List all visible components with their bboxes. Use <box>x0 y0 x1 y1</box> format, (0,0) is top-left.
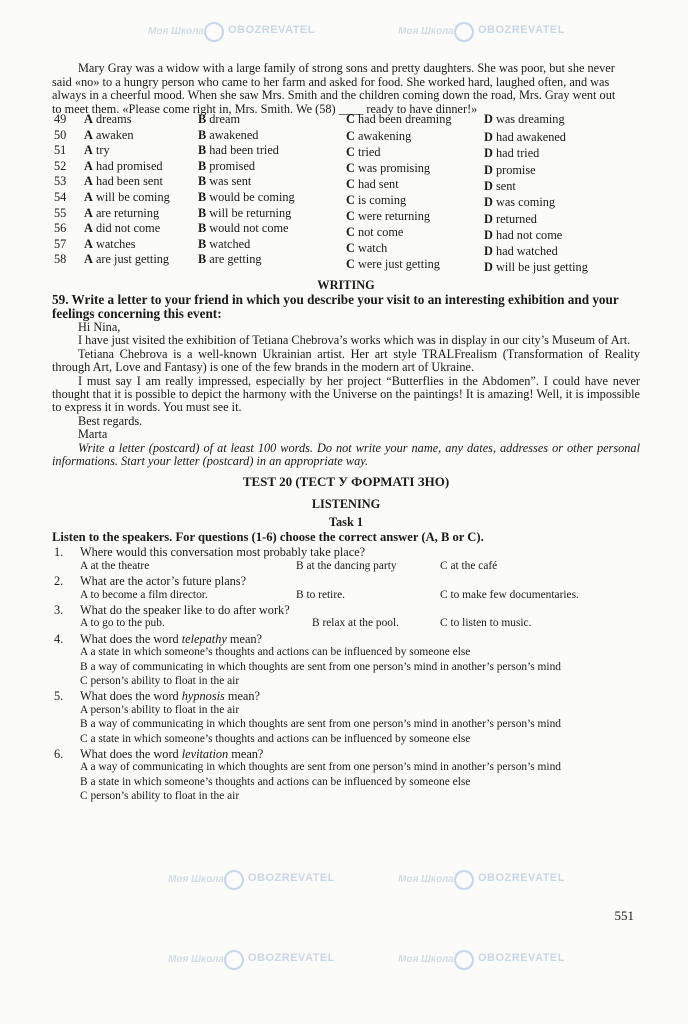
page-number: 551 <box>614 908 634 923</box>
watermark-text: Моя Школа <box>168 954 224 965</box>
answer-option: A person’s ability to float in the air <box>80 703 240 716</box>
watermark-logo-icon <box>454 950 474 970</box>
watermark-text: OBOZREVATEL <box>248 872 335 884</box>
question <box>52 574 640 603</box>
writing-task-line: feelings concerning this event: <box>52 306 222 321</box>
option-d: D was coming <box>484 194 556 209</box>
watermark-text: OBOZREVATEL <box>248 952 335 964</box>
question-number: 6. <box>54 746 64 761</box>
option-a: A dreams <box>84 112 132 126</box>
watermark-text: OBOZREVATEL <box>228 24 315 36</box>
writing-section <box>52 293 640 468</box>
option-d: D had awakened <box>484 129 566 144</box>
letter-greeting: Hi Nina, <box>78 320 121 334</box>
question-text: What does the word hypnosis mean? <box>80 689 260 704</box>
answer-options-table <box>52 112 652 275</box>
paragraph-line: Mary Gray was a widow with a large family of strong sons and pretty daughters. She was poor, but she never <box>78 61 615 75</box>
option-b: B are getting <box>198 252 262 267</box>
question-number: 3. <box>54 603 64 618</box>
answer-option: C to make few documentaries. <box>440 588 579 601</box>
option-c: C was promising <box>346 161 431 176</box>
watermark-text: Моя Школа <box>148 26 204 37</box>
option-row <box>52 221 652 243</box>
question-number: 5. <box>54 689 64 704</box>
question-number: 1. <box>54 545 64 560</box>
option-b: B would not come <box>198 221 289 236</box>
option-c: C watch <box>346 240 388 255</box>
option-a: A try <box>84 143 110 158</box>
letter-closing: Best regards. <box>78 413 143 428</box>
watermark-logo-icon <box>224 870 244 890</box>
option-c: C were just getting <box>346 257 440 272</box>
watermark-text: OBOZREVATEL <box>478 872 565 884</box>
question-number: 53 <box>54 174 67 189</box>
option-row <box>52 112 652 128</box>
watermark-text: Моя Школа <box>398 26 454 37</box>
option-b: B was sent <box>198 174 252 189</box>
section-heading: LISTENING <box>311 497 381 512</box>
answer-option: B a way of communicating in which thoughts are sent from one person’s mind in another’s person’s mind <box>80 718 561 731</box>
question-number: 52 <box>54 158 67 173</box>
question <box>52 689 640 747</box>
answer-option: A to become a film director. <box>80 588 208 601</box>
letter-paragraph: Tetiana Chebrova is a well-known Ukrainian artist. Her art style TRALFrealism (Transformation of Reality through Art, Love and Fantasy) is one of the few brands in the modern art of Ukraine. <box>52 346 640 375</box>
option-c: C had sent <box>346 177 399 192</box>
option-c: C is coming <box>346 192 407 207</box>
answer-option: A at the theatre <box>80 559 150 572</box>
question-number: 54 <box>54 189 67 204</box>
option-b: B will be returning <box>198 205 292 220</box>
option-c: C tried <box>346 144 381 159</box>
question-text: What are the actor’s future plans? <box>80 574 247 589</box>
option-b: B would be coming <box>198 189 295 204</box>
question-text: What do the speaker like to do after work? <box>80 603 290 618</box>
listening-instruction: Listen to the speakers. For questions (1-6) choose the correct answer (A, B or C). <box>52 530 484 545</box>
option-b: B watched <box>198 236 251 251</box>
option-a: A are just getting <box>84 252 170 267</box>
question-number: 4. <box>54 631 64 646</box>
option-d: D sent <box>484 179 516 194</box>
option-a: A watches <box>84 236 136 251</box>
option-row <box>52 143 652 159</box>
question-number: 49 <box>54 112 67 126</box>
paragraph-line: always in a cheerful mood. When she saw Mrs. Smith and the children coming down the road, Mrs. Gray went out <box>52 88 616 103</box>
option-b: B dream <box>198 112 241 126</box>
writing-heading: WRITING <box>317 278 375 292</box>
option-c: C were returning <box>346 209 431 224</box>
watermark-text: Моя Школа <box>398 874 454 885</box>
option-c: C had been dreaming <box>346 112 452 126</box>
watermark-text: OBOZREVATEL <box>478 24 565 36</box>
answer-option: C at the café <box>440 559 498 572</box>
question-text: What does the word levitation mean? <box>80 746 264 761</box>
option-a: A are returning <box>84 205 160 220</box>
letter-signature: Marta <box>78 427 108 442</box>
question-number: 55 <box>54 205 67 220</box>
question <box>52 747 640 805</box>
option-a: A had been sent <box>84 174 163 189</box>
option-a: A had promised <box>84 158 163 173</box>
writing-task-line: 59. Write a letter to your friend in which you describe your visit to an interesting exhibition and your <box>52 292 619 307</box>
option-b: B awakened <box>198 127 259 142</box>
option-d: D had tried <box>484 146 540 161</box>
answer-option: A a state in which someone’s thoughts and actions can be influenced by someone else <box>80 646 471 659</box>
answer-option: B relax at the pool. <box>312 617 399 630</box>
question-text: What does the word telepathy mean? <box>80 631 263 646</box>
answer-option: A a way of communicating in which thoughts are sent from one person’s mind in another’s person’s mind <box>80 761 561 774</box>
answer-option: C a state in which someone’s thoughts and actions can be influenced by someone else <box>80 732 471 745</box>
watermark-logo-icon <box>454 870 474 890</box>
watermark-text: Моя Школа <box>398 954 454 965</box>
answer-option: A to go to the pub. <box>80 617 165 630</box>
watermark-text: OBOZREVATEL <box>478 952 565 964</box>
question-number: 2. <box>54 574 64 589</box>
paragraph-line: to meet them. «Please come right in, Mrs. Smith. We (58) ____ ready to have dinner!» <box>52 101 478 116</box>
question-number: 56 <box>54 221 67 236</box>
option-a: A did not come <box>84 221 161 236</box>
writing-and-test-flow <box>52 277 640 805</box>
option-b: B promised <box>198 158 256 173</box>
option-row <box>52 128 652 144</box>
letter-paragraph: I have just visited the exhibition of Tetiana Chebrova’s works which was in display in our city’s Museum of Art. <box>78 333 631 348</box>
answer-option: B at the dancing party <box>296 559 397 572</box>
option-row <box>52 159 652 175</box>
option-a: A awaken <box>84 127 134 142</box>
paragraph-line: said «no» to a hungry person who came to her farm and asked for food. She worked hard, laughed often, and was <box>52 74 610 89</box>
question <box>52 545 640 574</box>
writing-instruction: Write a letter (postcard) of at least 100 words. Do not write your name, any dates, addresses or other personal informations. Start your letter (postcard) in an appropriate way. <box>52 440 640 469</box>
option-row <box>52 174 652 194</box>
option-row <box>52 252 652 275</box>
reading-paragraph <box>52 62 640 116</box>
option-c: C awakening <box>346 128 412 143</box>
answer-option: C person’s ability to float in the air <box>80 674 240 687</box>
option-d: D will be just getting <box>484 260 588 275</box>
option-d: D had watched <box>484 243 558 258</box>
option-d: D returned <box>484 211 537 226</box>
question-text: Where would this conversation most probably take place? <box>80 545 366 560</box>
option-d: D was dreaming <box>484 112 565 126</box>
option-b: B had been tried <box>198 143 279 158</box>
option-d: D promise <box>484 162 536 177</box>
question-number: 50 <box>54 127 67 142</box>
option-row <box>52 236 652 258</box>
option-d: D had not come <box>484 228 563 243</box>
answer-option: B to retire. <box>296 588 346 601</box>
question-number: 57 <box>54 236 67 251</box>
watermark-logo-icon <box>454 22 474 42</box>
answer-option: B a state in which someone’s thoughts and actions can be influenced by someone else <box>80 775 471 788</box>
answer-option: B a way of communicating in which thoughts are sent from one person’s mind in another’s person’s mind <box>80 660 561 673</box>
question <box>52 632 640 690</box>
answer-option: C to listen to music. <box>440 617 532 630</box>
option-row <box>52 205 652 226</box>
option-c: C not come <box>346 225 404 240</box>
question-number: 51 <box>54 143 67 158</box>
option-a: A will be coming <box>84 189 170 204</box>
watermark-logo-icon <box>224 950 244 970</box>
watermark-text: Моя Школа <box>168 874 224 885</box>
questions-list <box>52 545 640 804</box>
letter-paragraph: I must say I am really impressed, especially by her project “Butterflies in the Abdomen”. I could have never thought that it is possible to depict the harmony with the Universe on the paintings! It is amazing! Well, it is impossible to express it in words. You must see it. <box>52 373 640 415</box>
question <box>52 603 640 632</box>
test-title: TEST 20 (ТЕСТ У ФОРМАТІ ЗНО) <box>242 474 450 490</box>
answer-option: C person’s ability to float in the air <box>80 790 240 803</box>
question-number: 58 <box>54 252 67 267</box>
option-row <box>52 189 652 209</box>
watermark-logo-icon <box>204 22 224 42</box>
task-heading: Task 1 <box>328 515 364 530</box>
